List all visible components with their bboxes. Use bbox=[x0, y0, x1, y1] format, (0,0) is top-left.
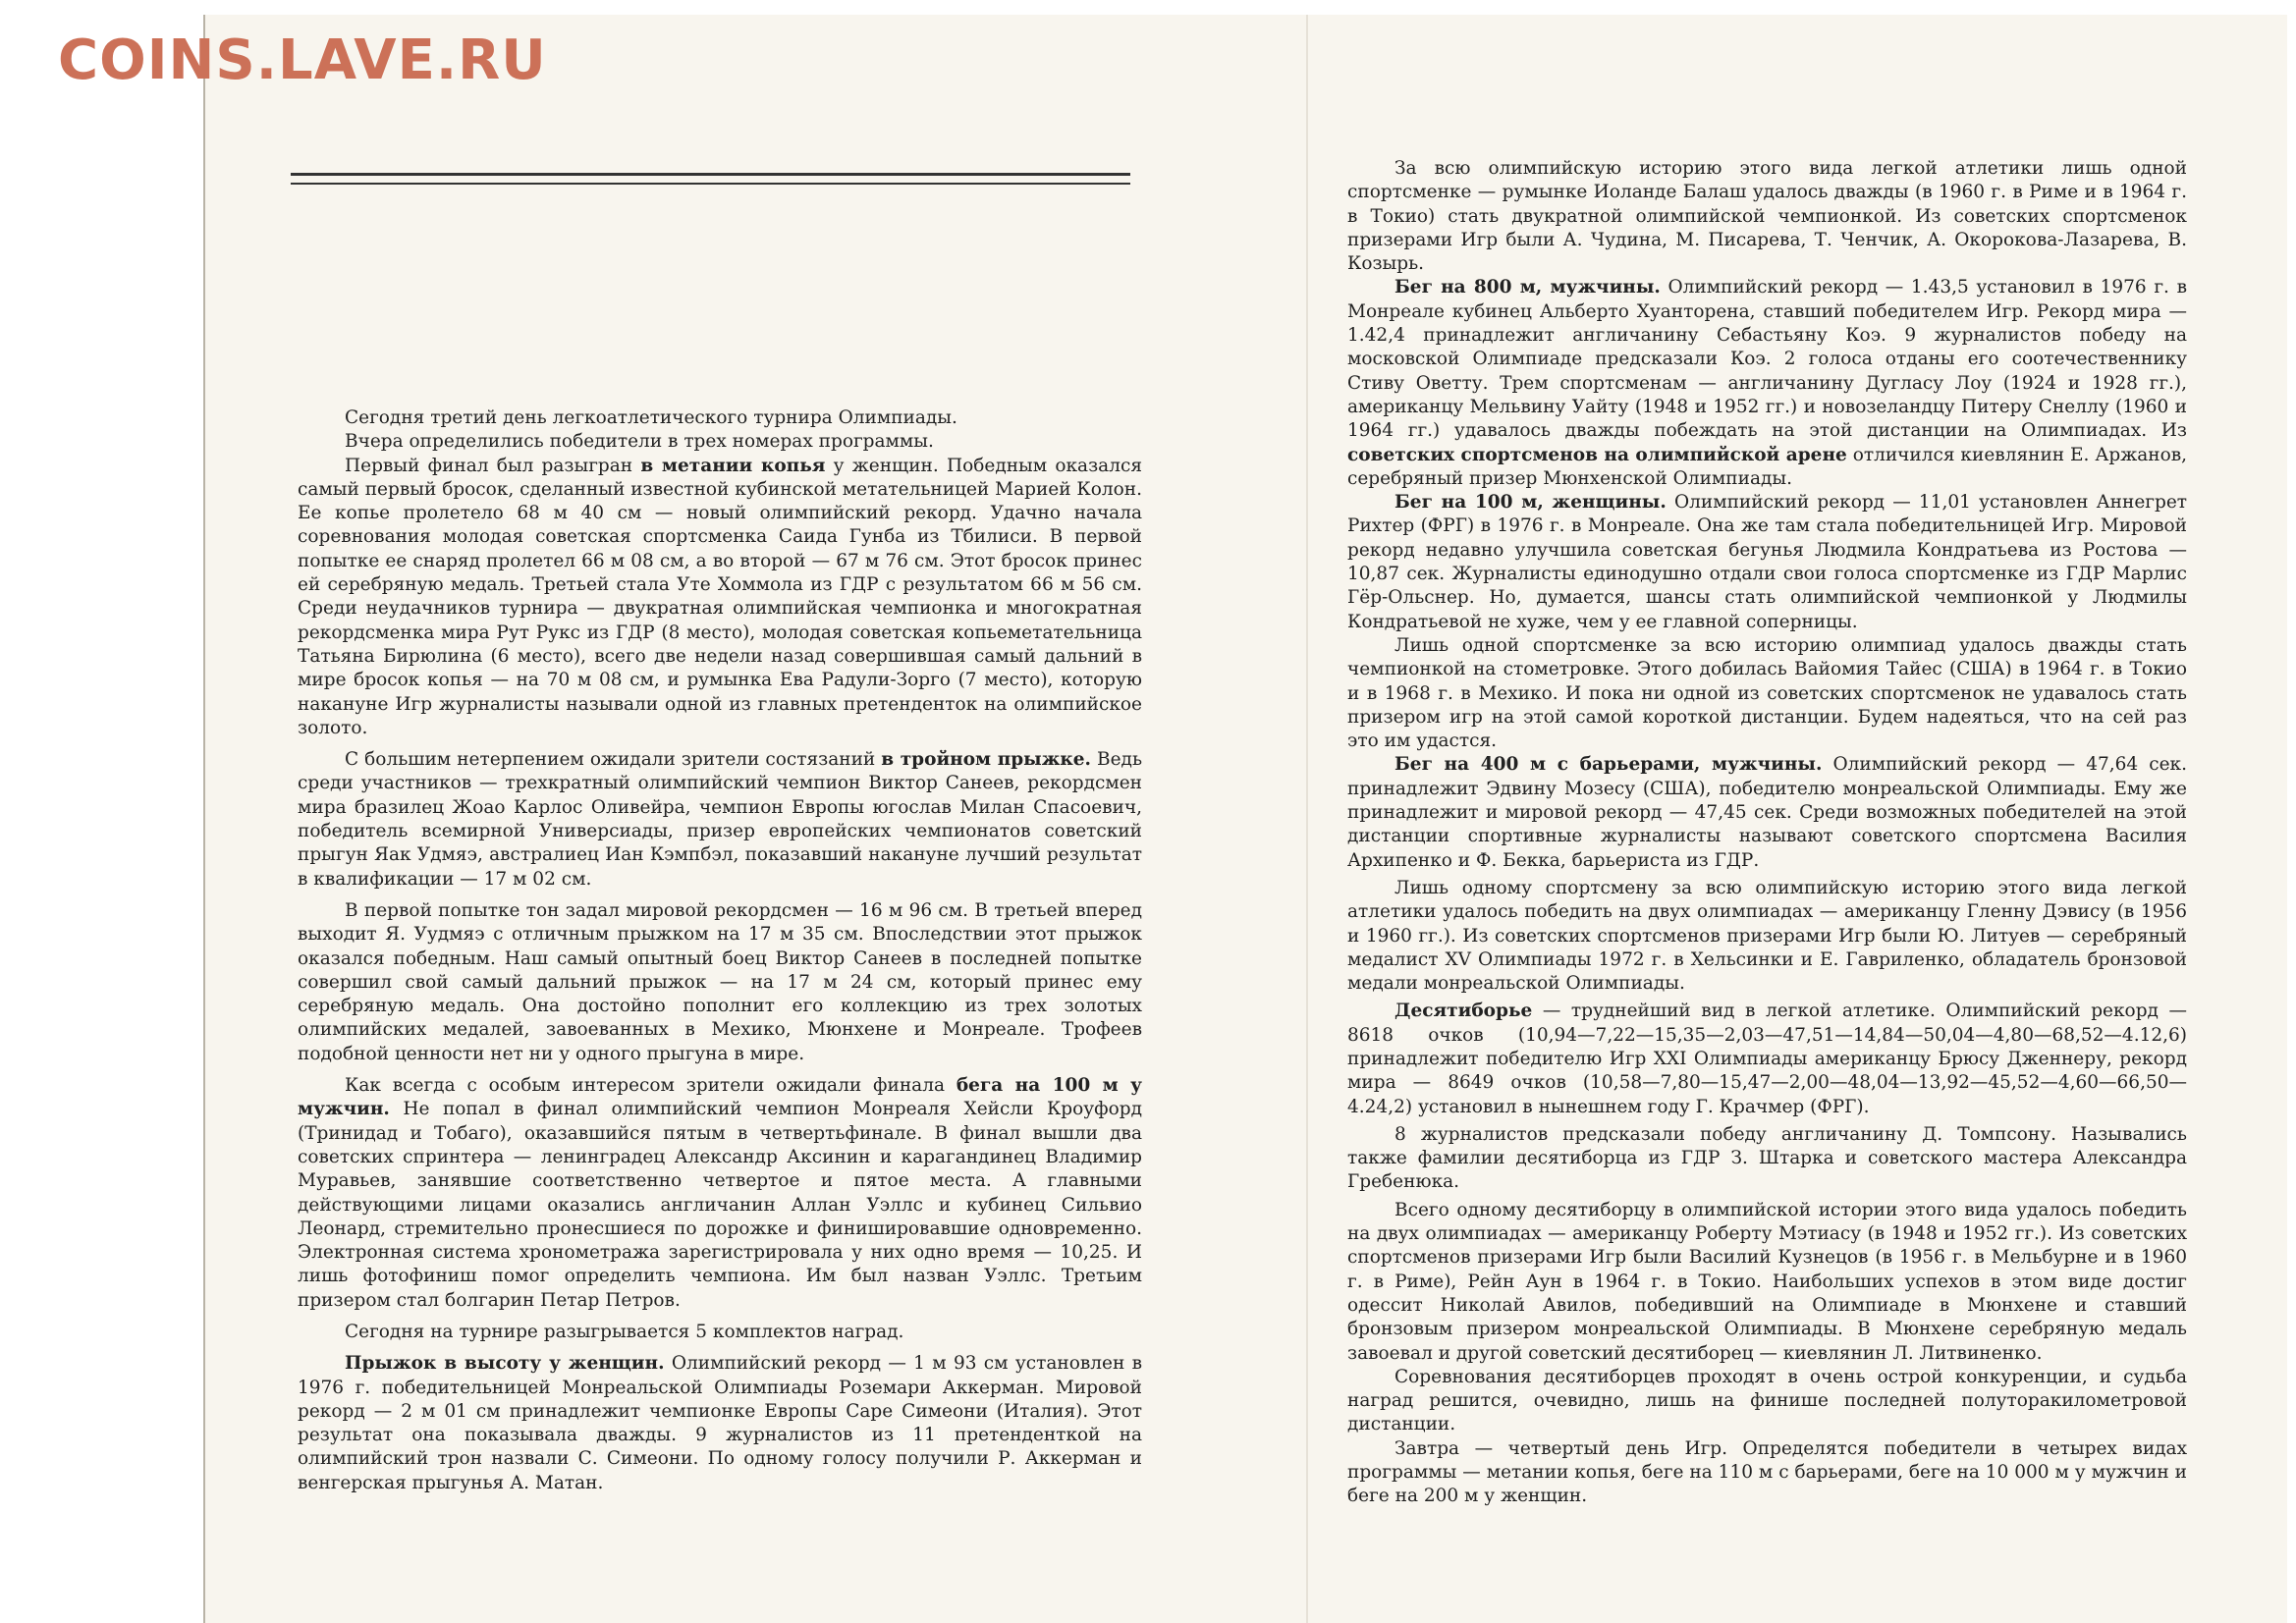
header-rule-top bbox=[291, 173, 1130, 176]
paragraph: Прыжок в высоту у женщин. Олимпийский рекорд — 1 м 93 см установлен в 1976 г. победительницей Монреальской Олимпиады Роземари Аккерман. Мировой рекорд — 2 м 01 см принадлежит чемпионке Европы Саре Симеони (Италия). Этот результат она показывала дважды. 9 журналистов из 11 претенденткой на олимпийский трон назвали С. Симеони. По одному голосу получили Р. Аккерман и венгерская прыгунья А. Матан. bbox=[298, 1353, 1143, 1493]
paragraph: Первый финал был разыгран в метании копья у женщин. Победным оказался самый первый бросок, сделанный известной кубинской метательницей Марией Колон. Ее копье пролетело 68 м 40 см — новый олимпийский рекорд. Удачно начала соревнования молодая советская спортсменка Саида Гунба из Тбилиси. В первой попытке ее снаряд пролетел 66 м 08 см, а во второй — 67 м 76 см. Этот бросок принес ей серебряную медаль. Третьей стала Уте Хоммола из ГДР с результатом 66 м 56 см. Среди неудачников турнира — двукратная олимпийская чемпионка и многократная рекордсменка мира Рут Рукс из ГДР (8 место), молодая советская копьеметательница Татьяна Бирюлина (6 место), всего две недели назад совершившая самый дальний в мире бросок копья — на 70 м 08 см, и румынка Ева Радули-Зорго (7 место), которую накануне Игр журналисты называли одной из главных претенденток на олимпийское золото. bbox=[298, 455, 1142, 738]
paragraph: Вчера определились победители в трех номерах программы. bbox=[345, 431, 934, 453]
paragraph: Бег на 400 м с барьерами, мужчины. Олимпийский рекорд — 47,64 сек. принадлежит Эдвину Мозесу (США), победителю монреальской Олимпиады. Ему же принадлежит и мировой рекорд — 47,45 сек. Среди возможных победителей на этой дистанции спортивные журналисты называют советского спортсмена Василия Архипенко и Ф. Бекка, барьериста из ГДР. bbox=[1347, 754, 2187, 871]
left-column bbox=[298, 406, 1142, 1495]
paragraph: Сегодня третий день легкоатлетического турнира Олимпиады. bbox=[345, 407, 957, 428]
paragraph: Сегодня на турнире разыгрывается 5 комплектов наград. bbox=[345, 1321, 904, 1342]
paragraph: Завтра — четвертый день Игр. Определятся победители в четырех видах программы — метании копья, беге на 110 м с барьерами, беге на 10 000 м у мужчин и беге на 200 м у женщин. bbox=[1347, 1437, 2187, 1507]
paragraph: Соревнования десятиборцев проходят в очень острой конкуренции, и судьба наград решится, очевидно, лишь на финише последней полуторакилометровой дистанции. bbox=[1347, 1366, 2187, 1435]
paragraph: Бег на 800 м, мужчины. Олимпийский рекорд — 1.43,5 установил в 1976 г. в Монреале кубинец Альберто Хуанторена, ставший победителем Игр. Рекорд мира — 1.42,4 принадлежит англичанину Себастьяну Коэ. 9 журналистов победу на московской Олимпиаде предсказали Коэ. 2 голоса отданы его соотечественнику Стиву Оветту. Трем спортсменам — англичанину Дугласу Лоу (1924 и 1928 гг.), американцу Мельвину Уайту (1948 и 1952 гг.) и новозеландцу Питеру Снеллу (1960 и 1964 гг.) удавалось дважды побеждать на этой дистанции на Олимпиадах. Из советских спортсменов на олимпийской арене отличился киевлянин Е. Аржанов, серебряный призер Мюнхенской Олимпиады. bbox=[1347, 277, 2188, 489]
paragraph: Лишь одной спортсменке за всю историю олимпиад удалось дважды стать чемпионкой на стометровке. Этого добилась Вайомия Тайес (США) в 1964 г. в Токио и в 1968 г. в Мехико. И пока ни одной из советских спортсменок не удавалось стать призером игр на этой самой короткой дистанции. Будем надеяться, что на сей раз это им удастся. bbox=[1347, 634, 2187, 752]
paragraph: Всего одному десятиборцу в олимпийской истории этого вида удалось победить на двух олимпиадах — американцу Роберту Мэтиасу (в 1948 и 1952 гг.). Из советских спортсменов призерами Игр были Василий Кузнецов (в 1956 г. в Мельбурне и в 1960 г. в Риме), Рейн Аун в 1964 г. в Токио. Наибольших успехов в этом виде достиг одессит Николай Авилов, победивший на Олимпиаде в Мюнхене и ставший бронзовым призером монреальской Олимпиады. В Мюнхене серебряную медаль завоевал и другой советский десятиборец — киевлянин Л. Литвиненко. bbox=[1347, 1199, 2187, 1364]
header-rule-bottom bbox=[291, 183, 1130, 185]
paragraph: Бег на 100 м, женщины. Олимпийский рекорд — 11,01 установлен Аннегрет Рихтер (ФРГ) в 1976 г. в Монреале. Она же там стала победительницей Игр. Мировой рекорд недавно улучшила советская бегунья Людмила Кондратьева из Ростова — 10,87 сек. Журналисты единодушно отдали свои голоса спортсменке из ГДР Марлис Гёр-Ольснер. Но, думается, шансы стать олимпийской чемпионкой у Людмилы Кондратьевой не хуже, чем у ее главной соперницы. bbox=[1347, 492, 2187, 632]
paragraph: С большим нетерпением ожидали зрители состязаний в тройном прыжке. Ведь среди участников — трехкратный олимпийский чемпион Виктор Санеев, рекордсмен мира бразилец Жоао Карлос Оливейра, чемпион Европы югослав Милан Спасоевич, победитель всемирной Универсиады, призер европейских чемпионатов советский прыгун Яак Удмяэ, австралиец Иан Кэмпбэл, показавший накануне лучший результат в квалификации — 17 м 02 см. bbox=[298, 749, 1143, 890]
paragraph: 8 журналистов предсказали победу англичанину Д. Томпсону. Назывались также фамилии десятиборца из ГДР З. Штарка и советского мастера Александра Гребенюка. bbox=[1347, 1123, 2187, 1193]
page-fold bbox=[1306, 15, 1308, 1623]
paragraph: Десятиборье — труднейший вид в легкой атлетике. Олимпийский рекорд — 8618 очков (10,94—7,22—15,35—2,03—47,51—14,84—50,04—4,80—68,52—4.12,6) принадлежит победителю Игр XXI Олимпиады американцу Брюсу Дженнеру, рекорд мира — 8649 очков (10,58—7,80—15,47—2,00—48,04—13,92—45,52—4,60—66,50—4.24,2) установил в нынешнем году Г. Крачмер (ФРГ). bbox=[1347, 1001, 2187, 1117]
paragraph: Лишь одному спортсмену за всю олимпийскую историю этого вида легкой атлетики удалось победить на двух олимпиадах — американцу Гленну Дэвису (в 1956 и 1960 гг.). Из советских спортсменов призерами Игр были Ю. Литуев — серебряный медалист XV Олимпиады 1972 г. в Хельсинки и Е. Гавриленко, обладатель бронзовой медали монреальской Олимпиады. bbox=[1347, 877, 2187, 995]
paragraph: В первой попытке тон задал мировой рекордсмен — 16 м 96 см. В третьей вперед выходит Я. Уудмяэ с отличным прыжком на 17 м 35 см. Впоследствии этот прыжок оказался победным. Наш самый опытный боец Виктор Санеев в последней попытке совершил свой самый дальний прыжок — на 17 м 24 см, который принес ему серебряную медаль. Она достойно пополнит его коллекцию из трех золотых олимпийских медалей, завоеванных в Мехико, Мюнхене и Монреале. Трофеев подобной ценности нет ни у одного прыгуна в мире. bbox=[298, 899, 1142, 1064]
paragraph: Как всегда с особым интересом зрители ожидали финала бега на 100 м у мужчин. Не попал в финал олимпийский чемпион Монреаля Хейсли Кроуфорд (Тринидад и Тобаго), оказавшийся пятым в четвертьфинале. В финал вышли два советских спринтера — ленинградец Александр Аксинин и карагандинец Владимир Муравьев, занявшие соответственно четвертое и пятое места. А главными действующими лицами оказались англичанин Аллан Уэллс и кубинец Сильвио Леонард, стремительно пронесшиеся по дорожке и финишировавшие одновременно. Электронная система хронометража зарегистрировала у них одно время — 10,25. И лишь фотофиниш помог определить чемпиона. Им был назван Уэллс. Третьим призером стал болгарин Петар Петров. bbox=[298, 1075, 1142, 1311]
watermark-logo: COINS.LAVE.RU bbox=[58, 28, 547, 92]
paragraph: За всю олимпийскую историю этого вида легкой атлетики лишь одной спортсменке — румынке Иоланде Балаш удалось дважды (в 1960 г. в Риме и в 1964 г. в Токио) стать двукратной олимпийской чемпионкой. Из советских спортсменок призерами Игр были А. Чудина, М. Писарева, Т. Ченчик, А. Окорокова-Лазарева, В. Козырь. bbox=[1347, 158, 2187, 275]
right-column bbox=[1347, 157, 2187, 1509]
